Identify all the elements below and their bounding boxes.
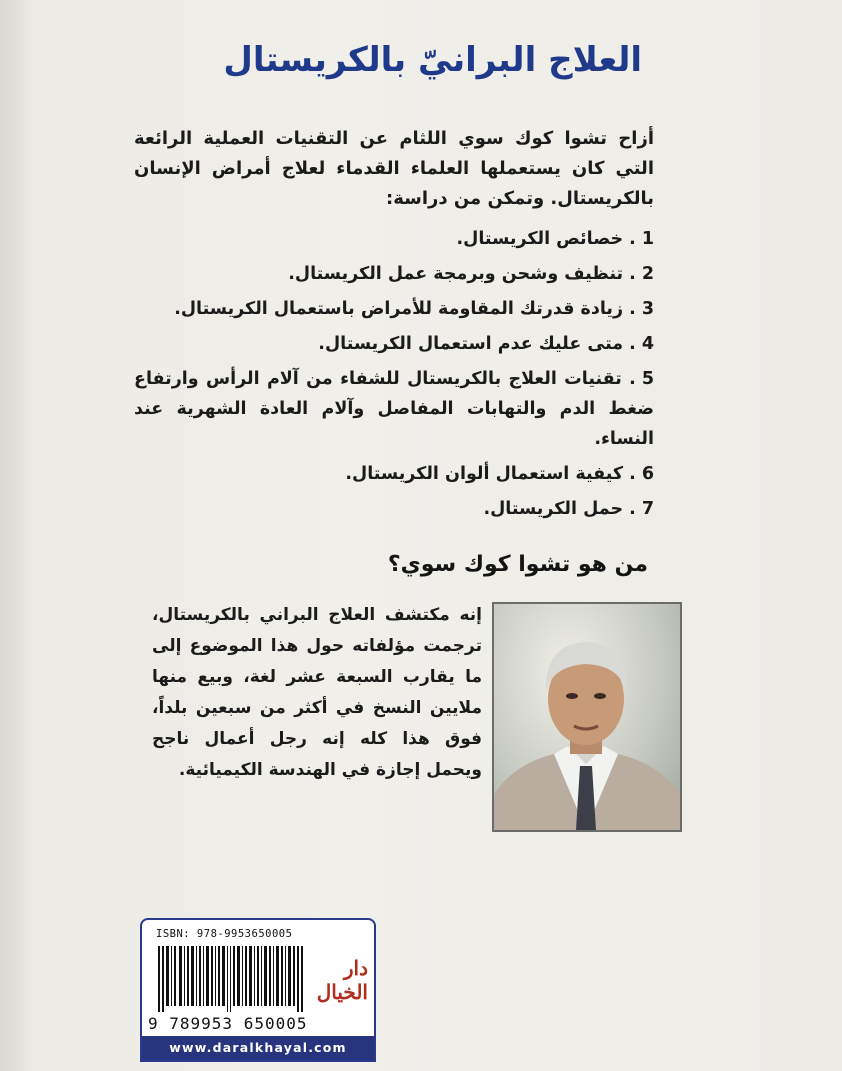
barcode-bars [158,946,304,1012]
list-item: 2. تنظيف وشحن وبرمجة عمل الكريستال. [288,264,654,284]
author-section-heading: من هو تشوا كوك سوي؟ [387,552,648,577]
publisher-logo: دار الخيال [316,956,368,1004]
list-item: 4. متى عليك عدم استعمال الكريستال. [318,334,654,354]
list-item: 3. زيادة قدرتك المقاومة للأمراض باستعمال الكريستال. [174,299,654,319]
publisher-website: www.daralkhayal.com [142,1036,374,1060]
list-item-text: متى عليك عدم استعمال الكريستال. [318,334,624,354]
author-portrait-illustration [494,604,680,830]
list-item-number: 2 [641,264,654,284]
barcode-panel [140,918,376,1062]
list-item: 5. تقنيات العلاج بالكريستال للشفاء من آلام الرأس وارتفاع ضغط الدم والتهابات المفاصل وآلام العادة الشهرية عند النساء. [134,369,654,449]
list-item-text: تنظيف وشحن وبرمجة عمل الكريستال. [288,264,624,284]
barcode-digits: 9 789953 650005 [148,1014,308,1033]
list-item-number: 7 [641,499,654,519]
list-item-number: 4 [641,334,654,354]
list-item-number: 5 [641,369,654,389]
list-item-number: 3 [641,299,654,319]
book-title: العلاج البرانيّ بالكريستال [223,40,642,80]
topics-list [134,224,654,529]
list-item-number: 1 [641,229,654,249]
list-item-text: تقنيات العلاج بالكريستال للشفاء من آلام الرأس وارتفاع ضغط الدم والتهابات المفاصل وآلام العادة الشهرية عند النساء. [134,369,654,449]
list-item-text: زيادة قدرتك المقاومة للأمراض باستعمال الكريستال. [174,299,624,319]
list-item: 7. حمل الكريستال. [483,499,654,519]
isbn-label: ISBN: 978-9953650005 [156,928,293,940]
list-item-text: كيفية استعمال ألوان الكريستال. [345,464,624,484]
list-item: 1. خصائص الكريستال. [456,229,654,249]
list-item-text: حمل الكريستال. [483,499,624,519]
list-item-number: 6 [641,464,654,484]
author-photo [492,602,682,832]
intro-paragraph: أزاح تشوا كوك سوي اللثام عن التقنيات العملية الرائعة التي كان يستعملها العلماء القدماء لعلاج أمراض الإنسان بالكريستال. وتمكن من دراسة: [134,128,654,209]
list-item: 6. كيفية استعمال ألوان الكريستال. [345,464,654,484]
author-bio: إنه مكتشف العلاج البراني بالكريستال، ترجمت مؤلفاته حول هذا الموضوع إلى ما يقارب السبعة عشر لغة، وبيع منها ملايين النسخ في أكثر من سبعين بلداً، فوق هذا كله إنه رجل أعمال ناجح ويحمل إجازة في الهندسة الكيميائية. [152,605,482,780]
list-item-text: خصائص الكريستال. [456,229,624,249]
